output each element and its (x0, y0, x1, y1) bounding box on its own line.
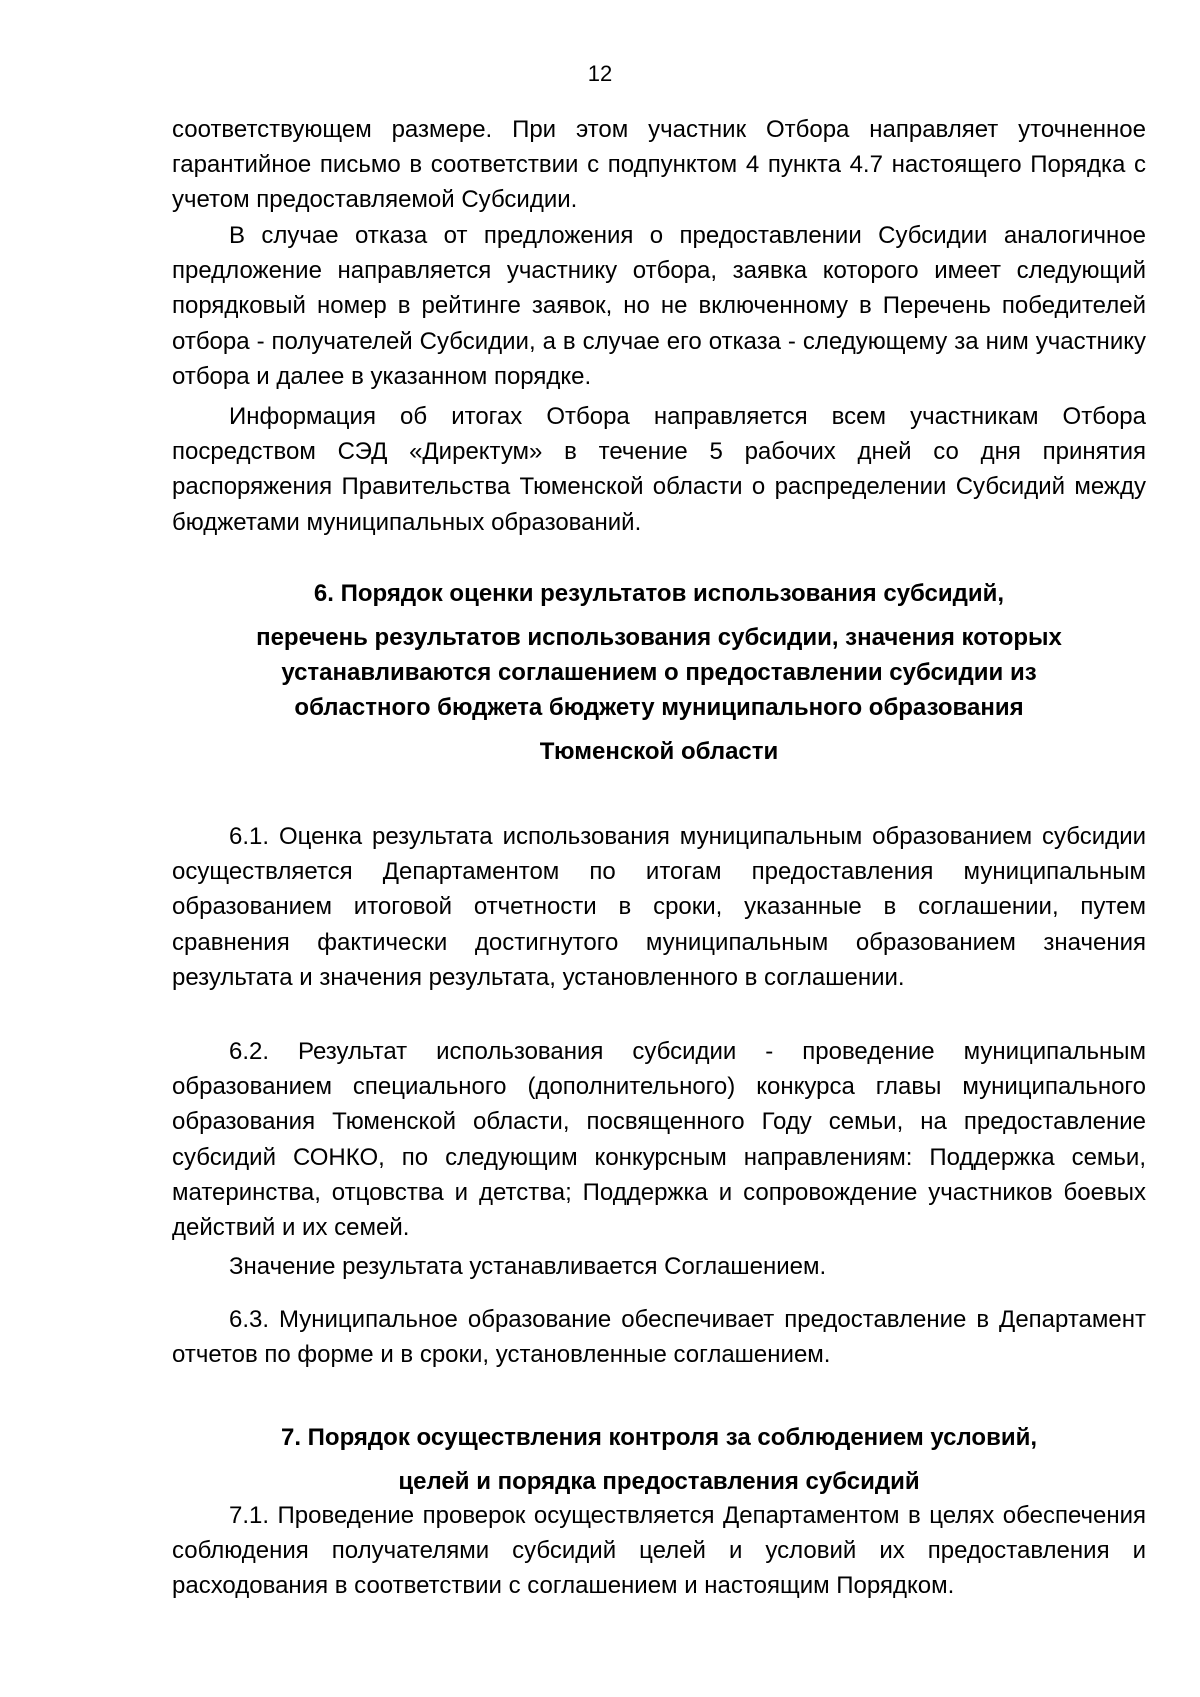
paragraph-refusal: В случае отказа от предложения о предоставлении Субсидии аналогичное предложение направляется участнику отбора, заявка которого имеет следующий порядковый номер в рейтинге заявок, но не включенному в Перечень победителей отбора - получателей Субсидии, а в случае его отказа - следующему за ним участнику отбора и далее в указанном порядке. (172, 222, 1146, 390)
paragraph-6-3: 6.3. Муниципальное образование обеспечивает предоставление в Департамент отчетов по форме и в сроки, установленные соглашением. (172, 1306, 1146, 1369)
paragraph-continuation: соответствующем размере. При этом участник Отбора направляет уточненное гарантийное письмо в соответствии с подпунктом 4 пункта 4.7 настоящего Порядка с учетом предоставляемой Субсидии. (172, 116, 1146, 214)
section-7-heading (172, 1420, 1146, 1499)
section-6-heading-line: Тюменской области (539, 738, 779, 765)
section-7-heading-line: целей и порядка предоставления субсидий (398, 1468, 920, 1495)
page-number: 12 (587, 61, 613, 86)
section-6-heading (172, 576, 1146, 769)
paragraph-6-value: Значение результата устанавливается Соглашением. (229, 1253, 827, 1280)
section-6-heading-line: перечень результатов использования субсидии, значения которых (256, 624, 1062, 651)
section-6-heading-line: устанавливаются соглашением о предоставлении субсидии из (281, 659, 1037, 686)
paragraph-7-1: 7.1. Проведение проверок осуществляется Департаментом в целях обеспечения соблюдения получателями субсидий целей и условий их предоставления и расходования в соответствии с соглашением и настоящим Порядком. (172, 1502, 1146, 1600)
paragraph-results-info: Информация об итогах Отбора направляется всем участникам Отбора посредством СЭД «Директум» в течение 5 рабочих дней со дня принятия распоряжения Правительства Тюменской области о распределении Субсидий между бюджетами муниципальных образований. (172, 403, 1146, 536)
section-6-heading-line: областного бюджета бюджету муниципального образования (294, 694, 1024, 721)
paragraph-6-2: 6.2. Результат использования субсидии - проведение муниципальным образованием специального (дополнительного) конкурса главы муниципального образования Тюменской области, посвященного Году семьи, на предоставление субсидий СОНКО, по следующим конкурсным направлениям: Поддержка семьи, материнства, отцовства и детства; Поддержка и сопровождение участников боевых действий и их семей. (172, 1038, 1146, 1242)
section-6-heading-line: 6. Порядок оценки результатов использования субсидий, (313, 580, 1005, 607)
paragraph-6-1: 6.1. Оценка результата использования муниципальным образованием субсидии осуществляется Департаментом по итогам предоставления муниципальным образованием итоговой отчетности в сроки, указанные в соглашении, путем сравнения фактически достигнутого муниципальным образованием значения результата и значения результата, установленного в соглашении. (172, 823, 1146, 991)
section-7-heading-line: 7. Порядок осуществления контроля за соблюдением условий, (280, 1424, 1037, 1451)
